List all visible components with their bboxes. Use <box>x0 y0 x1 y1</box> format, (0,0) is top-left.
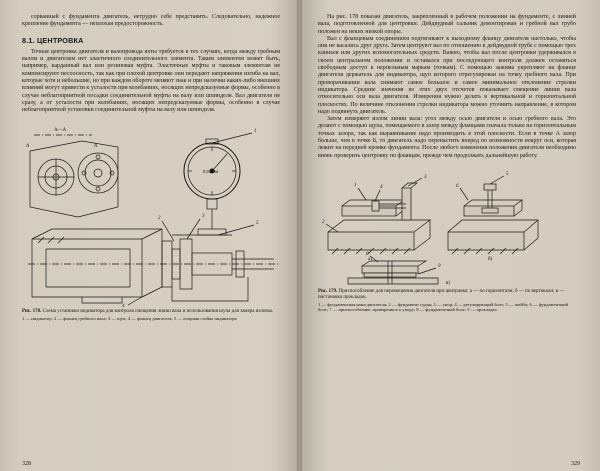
right-paragraph-3: Затем измеряют излом линии вала: угол между осью двигателя и осью гребного вала. Это делают с помощью щупа, помещаемого в зазор между фланцами сначала только на горизонтальным точках зазора, так как выравнивание надо производить в этой плоскости. Если в точке А зазор больше, чем в точке Б, то двигатель надо перенастить вперед по возможности вокруг оси, которая лежит на передней кромке фундамента. После любого изменения положения двигателя необходимо вновь проверить центровку по фланцам, прежде чем продолжать дальнейшую работу. <box>318 116 576 159</box>
right-page-column <box>318 14 576 313</box>
svg-text:9: 9 <box>438 263 441 269</box>
figure-178-caption-text: Схема установки индикатора для контроля смещения линии вала и использования шупа для замера изломы. <box>42 308 274 314</box>
figure-178 <box>22 121 280 321</box>
figure-179-label: Рис. 179. <box>318 288 338 294</box>
svg-text:1: 1 <box>254 128 257 134</box>
svg-text:1: 1 <box>354 182 357 188</box>
figure-179-sublabel-b: б) <box>488 256 493 262</box>
figure-178-drawing <box>22 121 280 309</box>
gauge-scale-label: 0,01 мм <box>203 168 219 174</box>
svg-text:4: 4 <box>122 303 125 309</box>
figure-178-caption <box>22 309 280 315</box>
figure-178-label: Рис. 178. <box>22 308 42 314</box>
left-top-paragraph: сорванный с фундамента двигатель, нетрудно себе представить. Следовательно, надежное крепление фундамента — неплохая предосторожность. <box>22 14 280 28</box>
figure-179-sublabel-v: в) <box>446 280 451 286</box>
figure-179-caption-text: Приспособление для перемещения двигателя при центровке: а — по горизонтали; б — по вертикали; в — постановка прокладок. <box>318 288 565 300</box>
left-page-column <box>22 14 280 321</box>
figure-179-caption <box>318 289 576 301</box>
svg-text:3: 3 <box>202 213 205 219</box>
svg-text:3: 3 <box>424 174 427 180</box>
svg-text:2: 2 <box>322 219 325 225</box>
figure-179-sublabel-a: а) <box>368 256 372 262</box>
svg-text:4: 4 <box>380 184 383 190</box>
svg-text:А: А <box>26 143 30 149</box>
svg-text:А: А <box>94 143 98 149</box>
svg-text:6: 6 <box>456 183 459 189</box>
right-paragraph-2: Вал с фланцевым соединением подтягивают к выходному фланцу двигателя настолько, чтобы они не касались друг друга. Затем центруют вал по отношению к дейдвудной трубе с помощью трех клиньев или других вспомогательных средств. Важно, чтобы вал после центровки удерживался в своем центральном положении и оставался при последующего контроля должен оставаться свободным доступ к нерпельным маркам (точкам). С помощью зажима укрепляют на фланце двигателя держатель для индикатора, щуп которого отрегулирован на точку гребного вала. При проворачивании вала снимают самое большое и самое минимальное отклонение стрелки индикатора. Средние значения из этих двух отсчетов показывает смещение линии вала относительно оси вала двигателя. Измерения нужно делать в вертикальной и горизонтальной плоскостях. По величине отклонения стрелки индикатора можно уточнить направление, в котором надо подвинуть двигатель. <box>318 35 576 115</box>
figure-179-legend: 1 — фундаментная рама двигателя; 2 — фундамент судна; 3 — упор; 4 — регулирующий болт; 5 — шайба; 6 — фундаментный болт; 7 — приспособление, приваренное к упору; 8 — фундаментный болт; 9 — прокладка <box>318 301 569 313</box>
svg-text:5: 5 <box>256 220 259 226</box>
figure-179-drawing <box>318 166 576 286</box>
book-gutter <box>297 0 302 471</box>
svg-text:8: 8 <box>366 251 369 257</box>
figure-179 <box>318 166 576 313</box>
left-paragraph-1: Точная центровка двигателя и валопровода яхты требуется в тех случаях, когда между гребным валом и двигателем нет эластичного соединительного элемента. Таким элементом может быть, например, карданный вал или резиновая муфта. Эластичные муфты и таковым элементам не компенсируют несоосность, так как при плохой центровке они передают напряжения изгиба на вал, которые хотя и небольшие, но при каждом обороте меняют знак и при наличии каких-либо внешних влияний могут привести к усталости при колебаниях, носящих непредсказуемые формы, особенно в случае неблагоприятной посадки соединительной муфты на валу или шпинделя. Вал двигателя не сразу, а от усталости при колебаниях, носящих непредсказуемые формы, особенно в случае неблагоприятной установки соединительной муфты на валу или шпинделя. <box>22 48 280 114</box>
page-number-right: 329 <box>571 461 580 467</box>
right-paragraph-1: На рис. 178 показан двигатель, закрепленный в рабочем положении на фундаменте, с линией вала, подготовленной для центровки. Дейдвудный сальник демонтирован и гребной вал грубо положен на неких низкой опоры. <box>318 14 576 35</box>
svg-text:5: 5 <box>506 171 509 177</box>
svg-text:2: 2 <box>158 215 161 221</box>
svg-text:А—А: А—А <box>54 127 67 133</box>
figure-178-legend: 1 — индикатор; 2 — фланец гребного вала; 3 — щуп; 4 — фланец двигателя; 5 — опорная стойка индикатора <box>22 315 237 321</box>
section-heading-centrovka: 8.1. ЦЕНТРОВКА <box>22 35 84 45</box>
page-number-left: 328 <box>22 461 31 467</box>
